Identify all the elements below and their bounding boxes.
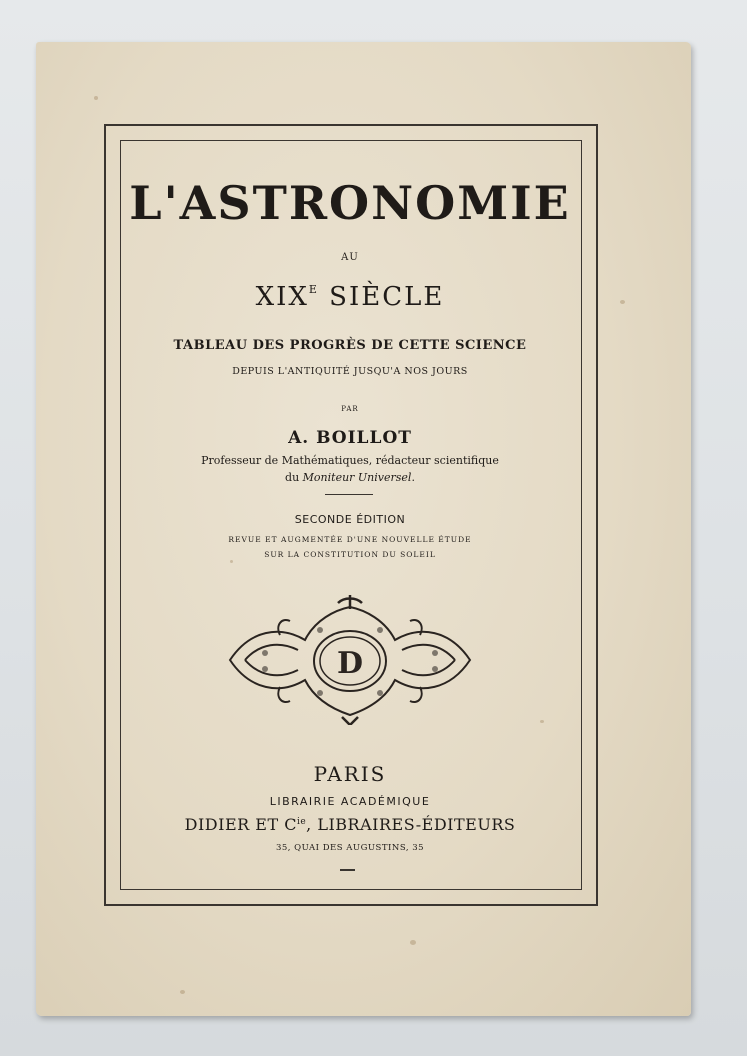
century-subtitle (120, 282, 580, 312)
foxing-spot (94, 96, 98, 100)
edition-label: SECONDE ÉDITION (294, 513, 406, 526)
century-superscript: E (308, 283, 319, 296)
publisher-name (120, 815, 580, 834)
publisher-rest: , LIBRAIRES-ÉDITEURS (306, 815, 516, 834)
author-credential-line-1: Professeur de Mathématiques, rédacteur scientifique (201, 454, 499, 467)
publication-city: PARIS (313, 762, 387, 786)
author-credential-line-2 (120, 471, 580, 484)
publisher-address: 35, QUAI DES AUGUSTINS, 35 (275, 843, 425, 853)
foxing-spot (180, 990, 185, 994)
author-name: A. BOILLOT (288, 428, 412, 448)
publisher-emblem-icon (220, 595, 480, 725)
title-connector: AU (341, 252, 359, 263)
credential-prefix: du (285, 471, 303, 484)
newspaper-title: Moniteur Universel (302, 471, 412, 484)
edition-note-line-1: REVUE ET AUGMENTÉE D'UNE NOUVELLE ÉTUDE (228, 535, 472, 544)
bookshop-name: LIBRAIRIE ACADÉMIQUE (269, 795, 431, 808)
by-label: PAR (341, 405, 359, 413)
subtitle-line: TABLEAU DES PROGRÈS DE CETTE SCIENCE (173, 338, 527, 353)
publisher-superscript: ie (296, 817, 307, 827)
closing-dash (340, 869, 355, 871)
century-word: SIÈCLE (318, 282, 445, 312)
publisher-main: DIDIER ET C (184, 815, 297, 834)
separator-rule (325, 494, 373, 495)
credential-suffix: . (411, 471, 415, 484)
foxing-spot (620, 300, 625, 304)
edition-note-line-2: SUR LA CONSTITUTION DU SOLEIL (264, 550, 436, 559)
century-numeral: XIX (255, 282, 309, 312)
book-title: L'ASTRONOMIE (129, 176, 571, 230)
emblem-monogram: D (336, 646, 364, 681)
foxing-spot (410, 940, 416, 945)
subtitle-secondary-line: DEPUIS L'ANTIQUITÉ JUSQU'A NOS JOURS (232, 366, 468, 377)
